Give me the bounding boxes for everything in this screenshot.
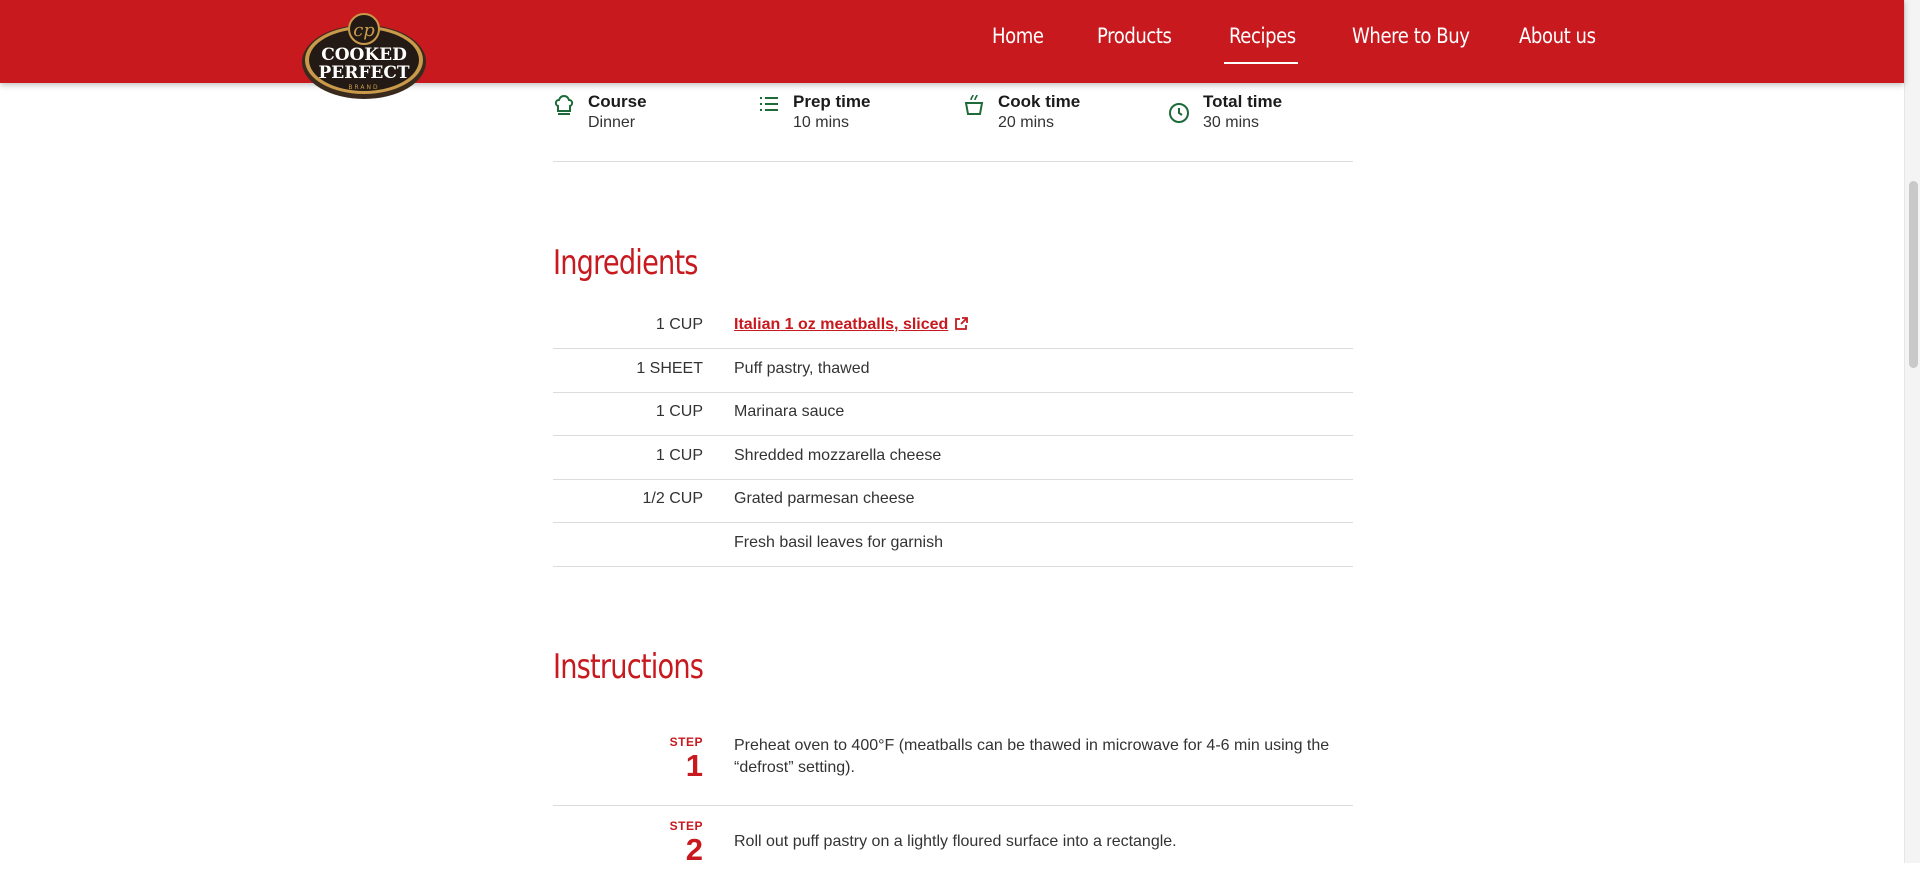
clock-icon: [1168, 102, 1190, 124]
ingredient-name: Fresh basil leaves for garnish: [734, 534, 943, 551]
nav-home[interactable]: Home: [992, 24, 1044, 48]
step-text: Roll out puff pastry on a lightly floured surface into a rectangle.: [734, 833, 1177, 850]
step-label: STEP: [669, 819, 703, 833]
ingredient-row: [553, 392, 1353, 436]
ingredient-quantity: 1/2 CUP: [642, 490, 703, 507]
ingredient-quantity: 1 CUP: [655, 447, 703, 464]
svg-text:PERFECT: PERFECT: [318, 63, 410, 83]
site-header: [0, 0, 1904, 91]
instruction-step: [553, 814, 1353, 884]
ingredient-quantity: 1 CUP: [655, 403, 703, 420]
svg-text:COOKED: COOKED: [321, 45, 407, 65]
ingredient-name: Puff pastry, thawed: [734, 360, 870, 377]
chef-hat-icon: [553, 94, 575, 116]
page-scrollbar[interactable]: [1904, 0, 1920, 863]
nav-active-indicator: [1224, 62, 1298, 64]
list-icon: [758, 94, 780, 116]
ingredient-quantity: 1 CUP: [655, 316, 703, 333]
ingredient-row: [553, 523, 1353, 567]
ingredient-row: [553, 305, 1353, 349]
ingredient-row: [553, 479, 1353, 523]
ingredient-row: [553, 349, 1353, 393]
ingredient-name: Grated parmesan cheese: [734, 490, 915, 507]
nav-products[interactable]: Products: [1097, 24, 1172, 48]
pot-icon: [963, 94, 985, 116]
meta-label: Course: [588, 92, 647, 111]
ingredient-name: Marinara sauce: [734, 403, 845, 420]
ingredient-name: [734, 316, 969, 334]
meta-divider: [553, 161, 1353, 162]
meta-label: Cook time: [998, 92, 1081, 111]
step-number: 2: [685, 832, 703, 867]
instructions-heading: Instructions: [553, 647, 704, 687]
cooked-perfect-logo[interactable]: [302, 12, 427, 100]
ingredients-heading: Ingredients: [553, 243, 698, 283]
meta-value: 30 mins: [1203, 114, 1260, 131]
meatballs-product-link[interactable]: Italian 1 oz meatballs, sliced: [734, 316, 949, 333]
svg-text:cp: cp: [353, 20, 375, 41]
meta-value: Dinner: [588, 114, 636, 131]
nav-about-us[interactable]: About us: [1519, 24, 1596, 48]
scrollbar-thumb[interactable]: [1909, 181, 1918, 368]
meta-label: Total time: [1203, 92, 1283, 111]
meta-value: 10 mins: [793, 114, 850, 131]
ingredient-quantity: 1 SHEET: [636, 360, 703, 377]
svg-text:BRAND: BRAND: [348, 84, 380, 91]
meta-value: 20 mins: [998, 114, 1055, 131]
nav-recipes[interactable]: Recipes: [1229, 24, 1296, 48]
step-label: STEP: [669, 735, 703, 749]
step-text: Preheat oven to 400°F (meatballs can be thawed in microwave for 4-6 min using the “defrost” setting).: [734, 737, 1330, 776]
nav-where-to-buy[interactable]: Where to Buy: [1352, 24, 1470, 48]
instruction-step: [553, 730, 1353, 806]
external-link-icon[interactable]: [954, 316, 969, 331]
meta-label: Prep time: [793, 92, 871, 111]
ingredient-row: [553, 436, 1353, 480]
ingredient-name: Shredded mozzarella cheese: [734, 447, 942, 464]
step-number: 1: [685, 748, 703, 783]
